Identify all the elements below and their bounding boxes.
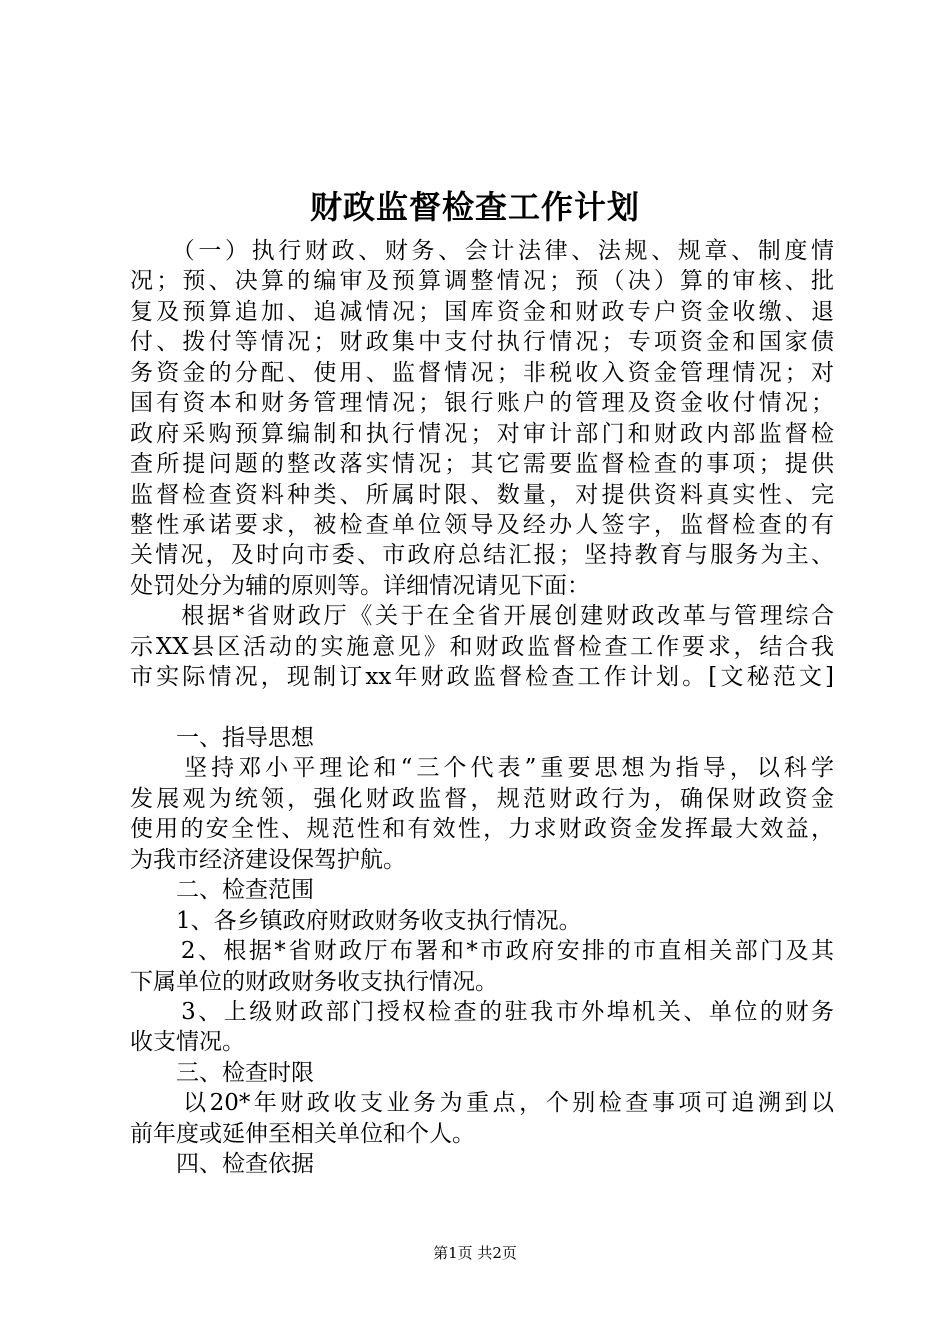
text-line: 根据*省财政厅《关于在全省开展创建财政改革与管理综合 bbox=[130, 603, 834, 630]
text-line: 况；预、决算的编审及预算调整情况；预（决）算的审核、批 bbox=[130, 268, 834, 295]
text-line: 坚持邓小平理论和“三个代表”重要思想为指导，以科学 bbox=[130, 755, 834, 782]
text-line: 四、检查依据 bbox=[130, 1151, 314, 1178]
text-line: 为我市经济建设保驾护航。 bbox=[130, 846, 406, 873]
text-line: 示XX县区活动的实施意见》和财政监督检查工作要求，结合我 bbox=[130, 633, 834, 660]
text-line: 国有资本和财务管理情况；银行账户的管理及资金收付情况； bbox=[130, 390, 834, 417]
text-line: 务资金的分配、使用、监督情况；非税收入资金管理情况；对 bbox=[130, 359, 834, 386]
text-line: 使用的安全性、规范性和有效性，力求财政资金发挥最大效益， bbox=[130, 816, 834, 843]
text-line: 查所提问题的整改落实情况；其它需要监督检查的事项；提供 bbox=[130, 451, 834, 478]
text-line: 付、拨付等情况；财政集中支付执行情况；专项资金和国家债 bbox=[130, 329, 834, 356]
text-line: 整性承诺要求，被检查单位领导及经办人签字，监督检查的有 bbox=[130, 511, 834, 538]
text-line bbox=[130, 693, 834, 723]
document-body bbox=[130, 236, 834, 1180]
text-line: 监督检查资料种类、所属时限、数量，对提供资料真实性、完 bbox=[130, 481, 834, 508]
text-line: 处罚处分为辅的原则等。详细情况请见下面： bbox=[130, 572, 590, 599]
text-line: 一、指导思想 bbox=[130, 725, 314, 751]
text-line: 二、检查范围 bbox=[130, 877, 314, 904]
text-line: 三、检查时限 bbox=[130, 1059, 314, 1086]
text-line: 2、根据*省财政厅布署和*市政府安排的市直相关部门及其 bbox=[130, 938, 834, 965]
text-line: 前年度或延伸至相关单位和个人。 bbox=[130, 1120, 475, 1147]
page-footer: 第1页 共2页 bbox=[433, 1244, 517, 1262]
text-line: 发展观为统领，强化财政监督，规范财政行为，确保财政资金 bbox=[130, 785, 834, 812]
text-line: 以20*年财政收支业务为重点，个别检查事项可追溯到以 bbox=[130, 1090, 834, 1117]
text-line: 复及预算追加、追减情况；国库资金和财政专户资金收缴、退 bbox=[130, 298, 834, 325]
text-line: （一）执行财政、财务、会计法律、法规、规章、制度情 bbox=[130, 238, 834, 264]
text-line: 下属单位的财政财务收支执行情况。 bbox=[130, 968, 498, 995]
text-line: 收支情况。 bbox=[130, 1029, 245, 1056]
text-line: 市实际情况，现制订xx年财政监督检查工作计划。[文秘范文] bbox=[130, 664, 834, 691]
text-line: 关情况，及时向市委、市政府总结汇报；坚持教育与服务为主、 bbox=[130, 542, 834, 569]
document-title: 财政监督检查工作计划 bbox=[309, 188, 640, 226]
text-line: 1、各乡镇政府财政财务收支执行情况。 bbox=[130, 907, 582, 934]
text-line: 政府采购预算编制和执行情况；对审计部门和财政内部监督检 bbox=[130, 420, 834, 447]
text-line: 3、上级财政部门授权检查的驻我市外埠机关、单位的财务 bbox=[130, 998, 834, 1025]
